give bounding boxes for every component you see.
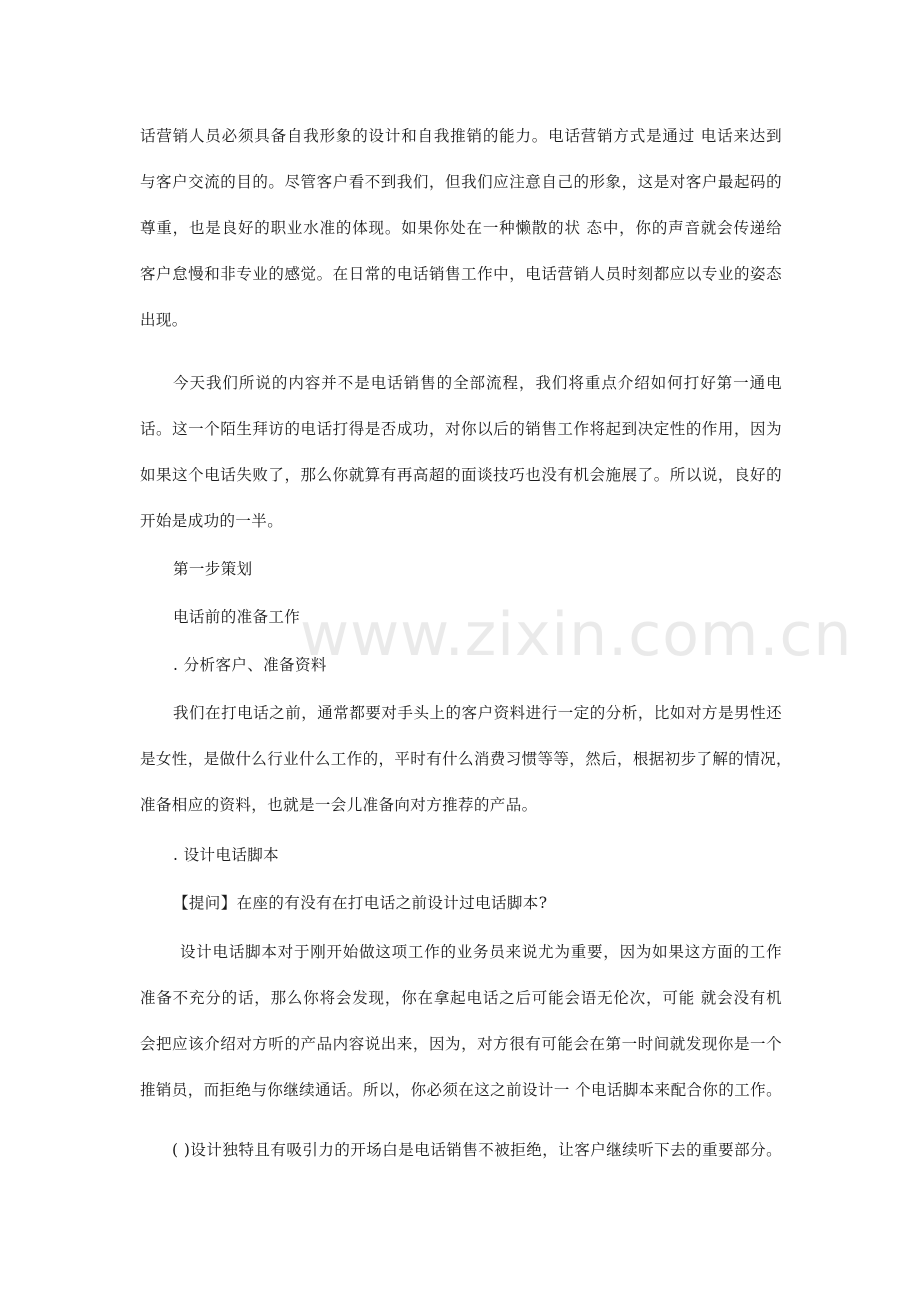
text-line: 尊重，也是良好的职业水准的体现。如果你处在一种懒散的状 态中，你的声音就会传递给 — [140, 219, 782, 237]
text-line: 准备不充分的话，那么你将会发现，你在拿起电话之后可能会语无伦次，可能 就会没有机 — [140, 989, 782, 1007]
heading-preparation: 电话前的准备工作 — [173, 608, 301, 626]
text-line: 出现。 — [140, 311, 188, 329]
text-line: 客户怠慢和非专业的感觉。在日常的电话销售工作中，电话营销人员时刻都应以专业的姿态 — [140, 265, 782, 283]
paragraph-opening-line — [140, 1127, 782, 1173]
text-line: 如果这个电话失败了，那么你就算有再高超的面谈技巧也没有机会施展了。所以说，良好的 — [140, 466, 782, 484]
text-line: 开始是成功的一半。 — [140, 512, 284, 530]
text-line: 话营销人员必须具备自我形象的设计和自我推销的能力。电话营销方式是通过 电话来达到 — [140, 127, 782, 145]
paragraph-analysis — [140, 690, 792, 828]
question-line: 【提问】在座的有没有在打电话之前设计过电话脚本? — [173, 894, 548, 912]
watermark: www.zixin.com.cn — [300, 600, 853, 670]
paragraph-self-image — [140, 113, 782, 343]
text-line: 今天我们所说的内容并不是电话销售的全部流程，我们将重点介绍如何打好第一通电 — [173, 374, 782, 392]
text-line: 是女性，是做什么行业什么工作的，平时有什么消费习惯等等，然后，根据初步了解的情况， — [140, 750, 792, 768]
text-line: 话。这一个陌生拜访的电话打得是否成功，对你以后的销售工作将起到决定性的作用，因为 — [140, 420, 782, 438]
paragraph-script — [140, 929, 782, 1113]
text-line: 推销员，而拒绝与你继续通话。所以，你必须在这之前设计一 个电话脚本来配合你的工作。 — [140, 1081, 782, 1099]
text-line: 与客户交流的目的。尽管客户看不到我们，但我们应注意自己的形象，这是对客户最起码的 — [140, 173, 782, 191]
paragraph-first-call — [140, 360, 782, 544]
heading-analyze-customer: . 分析客户、准备资料 — [173, 656, 327, 674]
heading-step-one: 第一步策划 — [173, 560, 253, 578]
text-line: 设计电话脚本对于刚开始做这项工作的业务员来说尤为重要，因为如果这方面的工作 — [180, 943, 782, 961]
heading-design-script: . 设计电话脚本 — [173, 846, 280, 864]
text-line: 准备相应的资料，也就是一会儿准备向对方推荐的产品。 — [140, 796, 538, 814]
text-line: 我们在打电话之前，通常都要对手头上的客户资料进行一定的分析，比如对方是男性还 — [173, 704, 782, 722]
text-line: ( )设计独特且有吸引力的开场白是电话销售不被拒绝，让客户继续听下去的重要部分。 — [172, 1141, 782, 1159]
text-line: 会把应该介绍对方听的产品内容说出来，因为，对方很有可能会在第一时间就发现你是一个 — [140, 1035, 782, 1053]
